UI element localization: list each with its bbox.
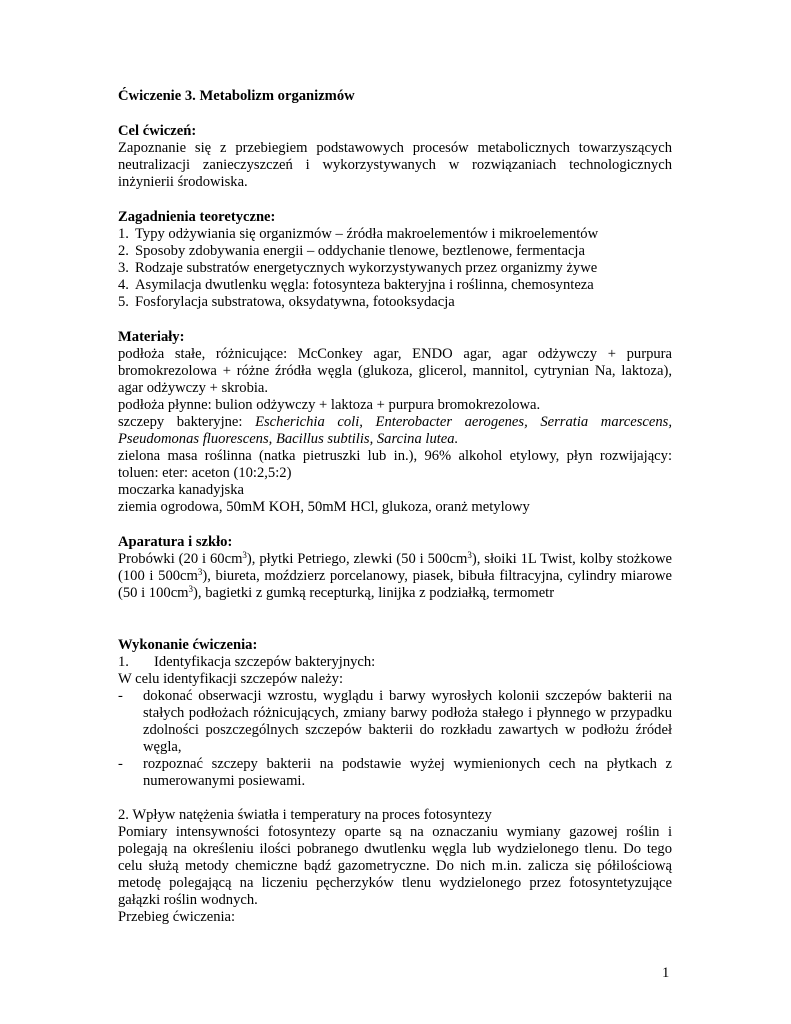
apparatus-heading: Aparatura i szkło: [118, 534, 233, 550]
spacer [118, 516, 672, 534]
topics-list [118, 226, 672, 311]
list-item [118, 226, 672, 243]
step-1-title [118, 654, 672, 671]
apparatus-text-part: ), słoiki 1L Twist, kolby stożkowe (100 i 500cm [118, 551, 672, 584]
dash-marker: - [118, 756, 123, 772]
list-item-text: dokonać obserwacji wzrostu, wyglądu i barwy wyrosłych kolonii szczepów bakterii na stałych podłożach różnicujących, zmiany barwy podłoża stałego i płynnego w przypadku zdolności poszczególnych szczepów bakterii do rozkładu zawartych w podłożu źródeł węgla, [143, 688, 672, 755]
topics-heading: Zagadnienia teoretyczne: [118, 209, 276, 225]
list-item [118, 260, 672, 277]
materials-heading: Materiały: [118, 329, 185, 345]
spacer [118, 105, 672, 123]
list-item-text: Typy odżywiania się organizmów – źródła makroelementów i mikroelementów [135, 226, 599, 242]
materials-plant-mass: zielona masa roślinna (natka pietruszki lub in.), 96% alkohol etylowy, płyn rozwijający: toluen: eter: aceton (10:2,5:2) [118, 448, 672, 481]
step-1-list [118, 688, 672, 790]
goal-heading: Cel ćwiczeń: [118, 123, 197, 139]
list-item-text: Asymilacja dwutlenku węgla: fotosynteza bakteryjna i roślinna, chemosynteza [135, 277, 594, 293]
list-item [118, 756, 672, 790]
list-item-number: 1. [118, 226, 129, 242]
procedure-heading: Wykonanie ćwiczenia: [118, 637, 258, 653]
spacer [118, 311, 672, 329]
goal-text: Zapoznanie się z przebiegiem podstawowych procesów metabolicznych towarzyszących neutralizacji zanieczyszczeń i wykorzystywanych w rozwiązaniach technologicznych inżynierii środowiska. [118, 140, 672, 190]
list-item [118, 294, 672, 311]
page-number: 1 [662, 965, 670, 981]
materials-strains [118, 414, 672, 448]
materials-elodea: moczarka kanadyjska [118, 482, 245, 498]
list-item [118, 243, 672, 260]
list-item-number: 3. [118, 260, 129, 276]
superscript: 3 [242, 550, 247, 560]
document-page [118, 88, 672, 926]
list-item-number: 4. [118, 277, 129, 293]
apparatus-text-part: ), bagietki z gumką recepturką, linijka z podziałką, termometr [193, 585, 555, 601]
superscript: 3 [197, 567, 203, 577]
step-2-course: Przebieg ćwiczenia: [118, 909, 236, 925]
strains-label: szczepy bakteryjne: [118, 414, 256, 430]
list-item-text: rozpoznać szczepy bakterii na podstawie wyżej wymienionych cech na płytkach z numerowanymi posiewami. [143, 756, 672, 789]
list-item-text: Fosforylacja substratowa, oksydatywna, fotooksydacja [135, 294, 455, 310]
list-item [118, 688, 672, 756]
step-1-number: 1. [118, 654, 129, 670]
step-2-title: 2. Wpływ natężenia światła i temperatury na proces fotosyntezy [118, 807, 492, 823]
list-item [118, 277, 672, 294]
strains-names: Escherichia coli, Enterobacter aerogenes, Serratia marcescens, Pseudomonas fluorescens, Bacillus subtilis, Sarcina lutea. [118, 414, 672, 447]
list-item-text: Sposoby zdobywania energii – oddychanie tlenowe, beztlenowe, fermentacja [135, 243, 585, 259]
materials-soil: ziemia ogrodowa, 50mM KOH, 50mM HCl, glukoza, oranż metylowy [118, 499, 530, 515]
step-1-title-text: Identyfikacja szczepów bakteryjnych: [154, 654, 376, 670]
list-item-number: 2. [118, 243, 129, 259]
apparatus-text-part: ), biureta, moździerz porcelanowy, piasek, bibuła filtracyjna, cylindry miarowe (50 i 100cm [118, 568, 672, 601]
materials-solid-media: podłoża stałe, różnicujące: McConkey agar, ENDO agar, agar odżywczy + purpura bromokrezolowa + różne źródła węgla (glukoza, glicerol, mannitol, cytrynian Na, laktoza), agar odżywczy + skrobia. [118, 346, 672, 396]
list-item-text: Rodzaje substratów energetycznych wykorzystywanych przez organizmy żywe [135, 260, 598, 276]
apparatus-text [118, 551, 672, 602]
document-title: Ćwiczenie 3. Metabolizm organizmów [118, 88, 355, 104]
step-2-text: Pomiary intensywności fotosyntezy oparte są na oznaczaniu wymiany gazowej roślin i polegają na określeniu ilości pobranego dwutlenku węgla lub wydzielonego tlenu. Do tego celu służą metody chemiczne bądź gazometryczne. Do nich m.in. zalicza się półilościową metodę polegającą na liczeniu pęcherzyków tlenu wydzielonego przez fotosyntetyzujące gałązki roślin wodnych. [118, 824, 672, 908]
materials-liquid-media: podłoża płynne: bulion odżywczy + laktoza + purpura bromokrezolowa. [118, 397, 541, 413]
superscript: 3 [188, 584, 194, 594]
spacer [118, 602, 672, 637]
apparatus-text-part: ), płytki Petriego, zlewki (50 i 500cm [246, 551, 468, 567]
superscript: 3 [467, 550, 472, 560]
spacer [118, 790, 672, 807]
list-item-number: 5. [118, 294, 129, 310]
dash-marker: - [118, 688, 123, 704]
spacer [118, 191, 672, 209]
apparatus-text-part: Probówki (20 i 60cm [118, 551, 243, 567]
step-1-intro: W celu identyfikacji szczepów należy: [118, 671, 344, 687]
